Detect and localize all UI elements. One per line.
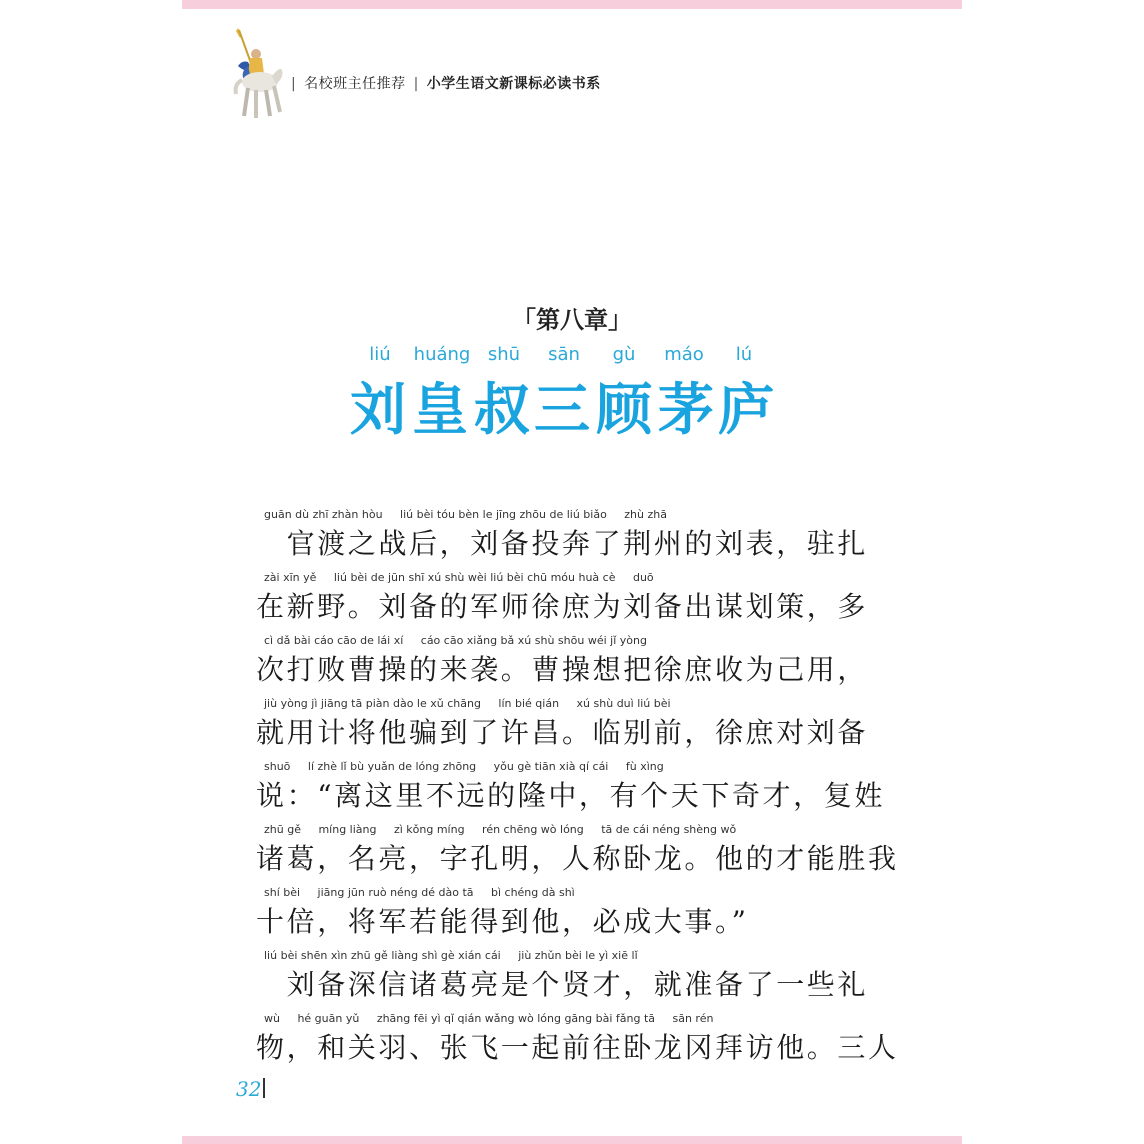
- text-line: [256, 697, 869, 760]
- text-line: [256, 634, 869, 697]
- chinese-text: 说：“离这里不远的隆中，有个天下奇才，复姓: [256, 779, 885, 812]
- text-line: [256, 760, 885, 823]
- chinese-text: 次打败曹操的来袭。曹操想把徐庶收为己用，: [256, 653, 869, 686]
- title-char: 三: [534, 377, 590, 443]
- header-separator: |: [413, 76, 419, 92]
- pinyin-text: zhū gě míng liàng zì kǒng míng rén chēng wò lóng tā de cái néng shèng wǒ: [264, 823, 737, 836]
- pinyin-text: guān dù zhī zhàn hòu liú bèi tóu bèn le jīng zhōu de liú biǎo zhù zhā: [264, 508, 667, 521]
- series-header: [288, 73, 601, 93]
- pinyin-text: shí bèi jiāng jūn ruò néng dé dào tā bì chéng dà shì: [264, 886, 575, 899]
- header-series-title: 小学生语文新课标必读书系: [426, 76, 601, 92]
- pinyin-text: zài xīn yě liú bèi de jūn shī xú shù wèi liú bèi chū móu huà cè duō: [264, 571, 654, 584]
- top-pink-band: [182, 0, 962, 9]
- header-recommendation: 名校班主任推荐: [304, 76, 406, 92]
- chinese-text: 在新野。刘备的军师徐庶为刘备出谋划策，多: [256, 590, 869, 623]
- chinese-text: 物，和关羽、张飞一起前往卧龙冈拜访他。三人: [256, 1031, 899, 1064]
- pinyin-text: jiù yòng jì jiāng tā piàn dào le xǔ chāng lín bié qián xú shù duì liú bèi: [264, 697, 671, 710]
- page-number: 32: [236, 1077, 262, 1101]
- pinyin-text: cì dǎ bài cáo cāo de lái xí cáo cāo xiǎng bǎ xú shù shōu wéi jǐ yòng: [264, 634, 647, 647]
- title-pinyin-syllable: liú: [369, 344, 391, 365]
- text-line: [256, 823, 899, 886]
- text-line: [256, 949, 869, 1012]
- page-number-rule: [263, 1078, 265, 1098]
- chinese-text: 刘备深信诸葛亮是个贤才，就准备了一些礼: [256, 968, 869, 1001]
- title-pinyin-syllable: sān: [548, 344, 580, 365]
- text-line: [256, 886, 866, 949]
- text-line: [256, 508, 869, 571]
- pinyin-text: liú bèi shēn xìn zhū gě liàng shì gè xián cái jiù zhǔn bèi le yì xiē lǐ: [264, 949, 638, 962]
- bottom-pink-band: [182, 1136, 962, 1144]
- title-pinyin-syllable: lú: [735, 344, 753, 365]
- title-char: 庐: [718, 377, 774, 443]
- pinyin-text: wù hé guān yǔ zhāng fēi yì qǐ qián wǎng wò lóng gāng bài fǎng tā sān rén: [264, 1012, 714, 1025]
- chinese-text: 十倍，将军若能得到他，必成大事。”: [256, 905, 749, 938]
- title-char: 刘: [350, 377, 406, 443]
- chinese-text: 官渡之战后，刘备投奔了荆州的刘表，驻扎: [256, 527, 869, 560]
- title-char: 茅: [658, 377, 714, 443]
- chapter-title: [342, 366, 782, 443]
- text-line: [256, 1012, 899, 1075]
- header-separator: |: [291, 76, 297, 92]
- chapter-label: 「第八章」: [512, 305, 632, 334]
- title-pinyin-syllable: huáng: [413, 344, 471, 365]
- title-char: 皇: [412, 377, 468, 443]
- title-char: 叔: [474, 377, 530, 443]
- text-line: [256, 571, 869, 634]
- pinyin-text: shuō lí zhè lǐ bù yuǎn de lóng zhōng yǒu gè tiān xià qí cái fù xìng: [264, 760, 664, 773]
- chinese-text: 诸葛，名亮，字孔明，人称卧龙。他的才能胜我: [256, 842, 899, 875]
- title-pinyin-syllable: máo: [664, 344, 704, 365]
- title-pinyin-syllable: shū: [487, 344, 521, 365]
- horse-rider-icon: [228, 26, 290, 122]
- chinese-text: 就用计将他骗到了许昌。临别前，徐庶对刘备: [256, 716, 869, 749]
- body-text: [256, 508, 899, 1075]
- title-char: 顾: [596, 377, 652, 443]
- title-pinyin-syllable: gù: [612, 344, 636, 365]
